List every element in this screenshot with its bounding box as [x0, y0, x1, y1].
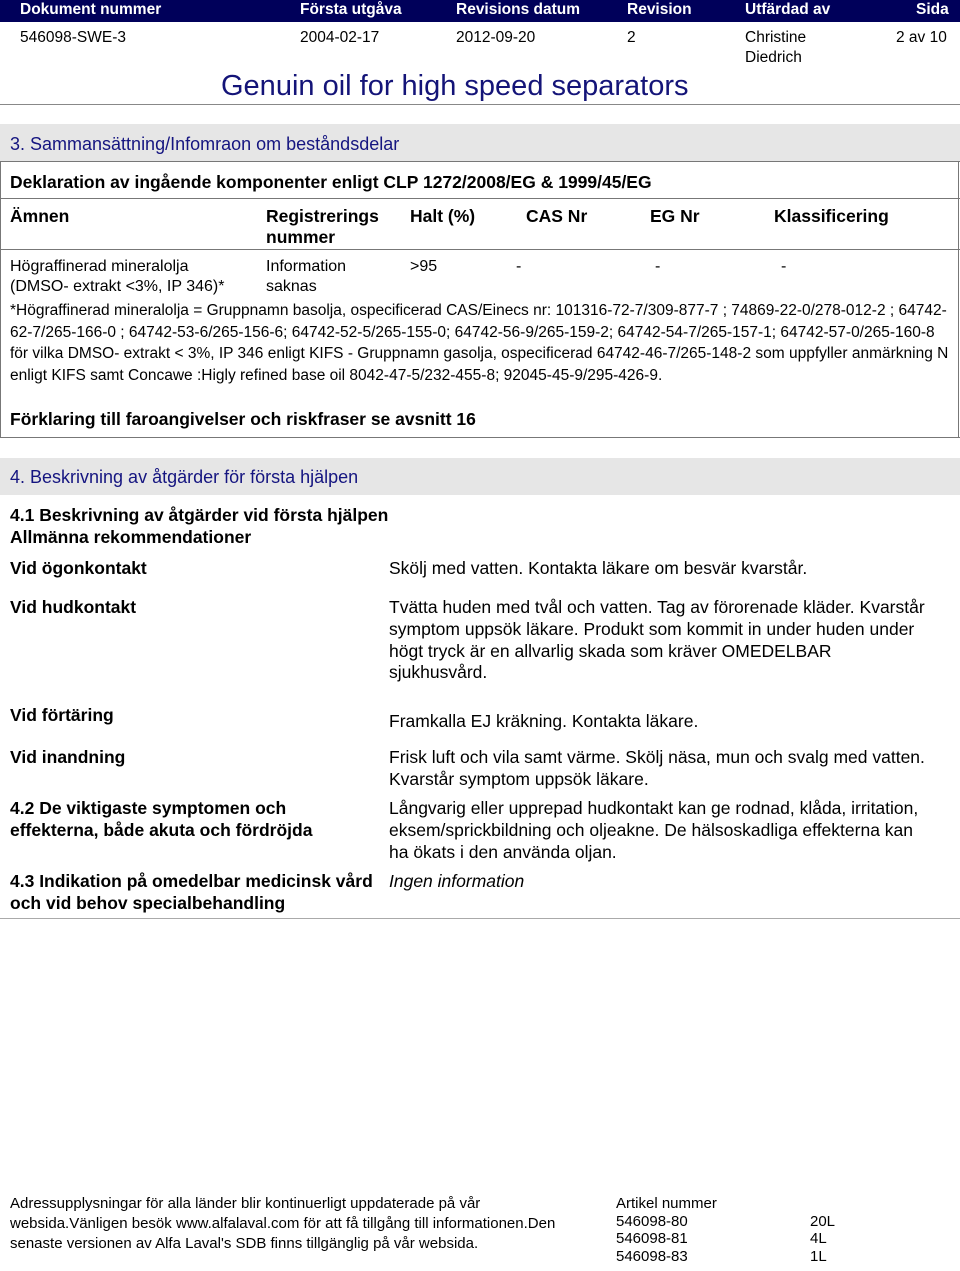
cell-registration-1: Information [266, 258, 347, 275]
eye-contact-text: Skölj med vatten. Kontakta läkare om besvär kvarstår. [389, 558, 808, 578]
header-label-doc-number: Dokument nummer [20, 1, 162, 18]
doc-number: 546098-SWE-3 [20, 29, 126, 46]
article-number-label: Artikel nummer [616, 1195, 717, 1212]
section3-box-right [958, 161, 959, 438]
revision-date: 2012-09-20 [456, 29, 536, 46]
col-substance: Ämnen [10, 206, 70, 226]
skin-contact-text: Tvätta huden med tvål och vatten. Tag av förorenade kläder. Kvarstår symptom uppsök läkare. Produkt som kommit in under huden under högt tryck är en allvarlig skada som kräver OMEDELBAR sjukhusvård. [389, 597, 925, 683]
col-registration-1: Registrerings [266, 206, 379, 226]
table-header-divider [0, 249, 960, 250]
first-edition: 2004-02-17 [300, 29, 380, 46]
inhalation-text: Frisk luft och vila samt värme. Skölj näsa, mun och svalg med vatten. Kvarstår symptom uppsök läkare. [389, 747, 925, 789]
article-number: 546098-81 [616, 1230, 688, 1247]
article-number: 546098-80 [616, 1213, 688, 1230]
subsection-4-2-label: 4.2 De viktigaste symptomen och effekterna, både akuta och fördröjda [10, 798, 313, 840]
col-eg: EG Nr [650, 206, 700, 226]
revision: 2 [627, 29, 636, 46]
col-content: Halt (%) [410, 206, 476, 226]
header-label-revision: Revision [627, 1, 692, 18]
col-registration-2: nummer [266, 227, 336, 247]
col-classification: Klassificering [774, 206, 889, 226]
cell-cas: - [516, 258, 522, 275]
ingestion-label: Vid förtäring [10, 705, 114, 725]
title-divider [0, 104, 960, 105]
issued-by-first: Christine [745, 29, 807, 46]
section3-box-top [0, 161, 960, 162]
skin-contact-label: Vid hudkontakt [10, 597, 137, 617]
cell-classification: - [781, 258, 787, 275]
footer-address-note: Adressupplysningar för alla länder blir kontinuerligt uppdaterade på vår websida.Vänligen besök www.alfalaval.com för att få tillgång till informationen.Den senaste versionen av Alfa Laval's SDB finns tillgänglig på vår websida. [10, 1195, 556, 1252]
declaration-divider [0, 198, 960, 199]
article-volume: 20L [810, 1213, 836, 1230]
article-volume: 4L [810, 1230, 827, 1247]
article-number: 546098-83 [616, 1248, 688, 1265]
section3-title: 3. Sammansättning/Infomraon om beståndsdelar [10, 134, 400, 154]
subsection-4-3-label: 4.3 Indikation på omedelbar medicinsk vård och vid behov specialbehandling [10, 871, 373, 913]
col-cas: CAS Nr [526, 206, 588, 226]
section4-divider [0, 918, 960, 919]
cell-substance-1: Högraffinerad mineralolja [10, 258, 189, 275]
subsection-4-3-text: Ingen information [389, 871, 525, 891]
declaration-heading: Deklaration av ingående komponenter enligt CLP 1272/2008/EG & 1999/45/EG [10, 172, 652, 192]
section3-box-bottom [0, 437, 960, 438]
substance-footnote: *Högraffinerad mineralolja = Gruppnamn basolja, ospecificerad CAS/Einecs nr: 101316-72-7/309-877-7 ; 74869-22-0/278-012-2 ; 64742-62-7/265-166-0 ; 64742-53-6/265-156-6; 64742-52-5/265-155-0; 64742-56-9/265-159-2; 64742-54-7/265-157-1; 64742-57-0/265-160-8 för vilka DMSO- extrakt < 3%, IP 346 enligt KIFS - Gruppnamn gasolja, ospecificerad 64742-46-7/265-148-2 som uppfyller anmärkning N enligt KIFS samt Concawe :Higly refined base oil 8042-47-5/232-455-8; 92045-45-9/295-426-9. [10, 302, 949, 384]
cell-substance-2: (DMSO- extrakt <3%, IP 346)* [10, 278, 225, 295]
subsection-4-2-text: Långvarig eller upprepad hudkontakt kan ge rodnad, klåda, irritation, eksem/sprickbildning och oljeakne. De hälsoskadliga effekterna kan ha ökats i den använda oljan. [389, 798, 919, 862]
article-volume: 1L [810, 1248, 827, 1265]
cell-eg: - [655, 258, 661, 275]
eye-contact-label: Vid ögonkontakt [10, 558, 147, 578]
section3-box-left [0, 161, 1, 438]
section4-title: 4. Beskrivning av åtgärder för första hjälpen [10, 467, 359, 487]
subsection-4-1-title: 4.1 Beskrivning av åtgärder vid första hjälpen [10, 505, 389, 525]
header-label-issued-by: Utfärdad av [745, 1, 831, 18]
header-label-first-edition: Första utgåva [300, 1, 402, 18]
hazard-explanation: Förklaring till faroangivelser och riskfraser se avsnitt 16 [10, 409, 476, 429]
general-recommendations: Allmänna rekommendationer [10, 527, 252, 547]
product-title: Genuin oil for high speed separators [221, 70, 689, 102]
page-number: 2 av 10 [896, 29, 947, 46]
cell-registration-2: saknas [266, 278, 317, 295]
ingestion-text: Framkalla EJ kräkning. Kontakta läkare. [389, 711, 699, 731]
header-label-page: Sida [916, 1, 949, 18]
issued-by-last: Diedrich [745, 49, 802, 66]
inhalation-label: Vid inandning [10, 747, 126, 767]
header-label-revision-date: Revisions datum [456, 1, 581, 18]
cell-content: >95 [410, 258, 438, 275]
